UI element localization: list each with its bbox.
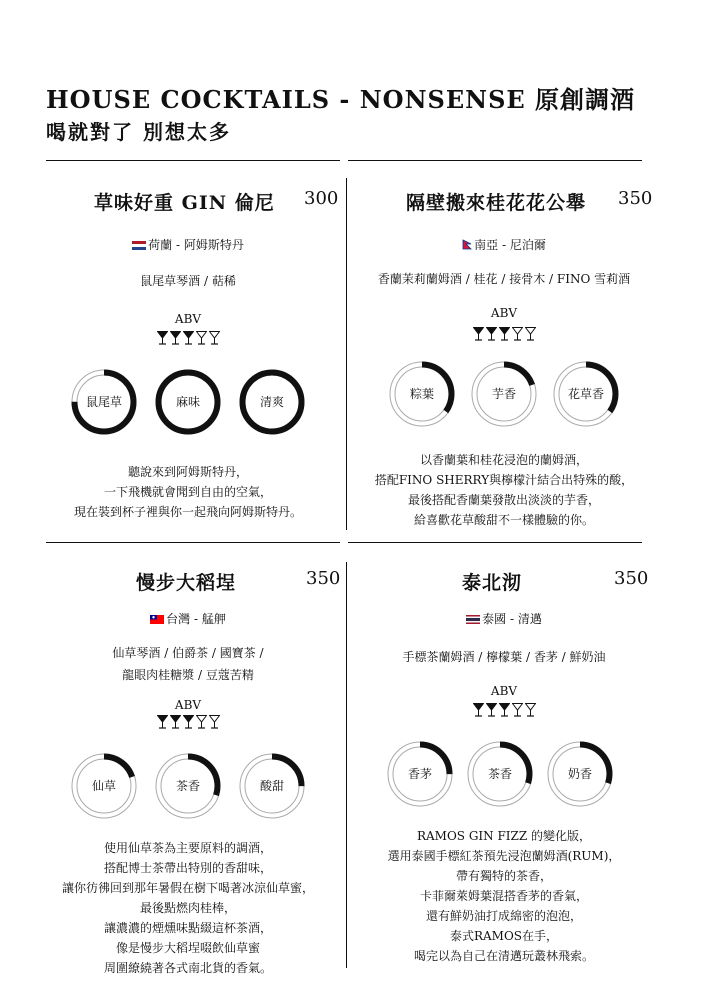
page-subtitle: 喝就對了 別想太多 [46,120,231,144]
flavor-ring [384,738,456,810]
cocktail-origin [28,610,348,627]
flavor-label: 酸甜 [259,779,284,793]
flag-icon [462,239,472,253]
ingredients [28,270,348,292]
cocktail-card [344,560,664,963]
description-line: 現在裝到杯子裡與你一起飛向阿姆斯特丹。 [73,505,302,519]
flavor-label: 香茅 [407,767,432,781]
flavor-ring [236,750,308,822]
divider-top-left [46,160,340,161]
flavor-ring [152,366,224,438]
description-line: 給喜歡花草酸甜不一樣體驗的你。 [413,513,594,527]
flavor-ring [68,750,140,822]
martini-glass-icon [157,330,168,349]
abv-rating [344,702,664,721]
cocktail-price: 300 [304,188,339,209]
cocktail-price: 350 [306,568,341,589]
description-line: 最後搭配香蘭葉發散出淡淡的芋香， [407,493,600,507]
abv-rating [28,330,348,349]
cocktail-name: 泰北沏 [462,572,523,594]
martini-glass-icon [209,714,220,733]
description-line: 搭配FINO SHERRY與檸檬汁結合出特殊的酸， [374,473,634,487]
cocktail-origin [344,610,664,627]
description-line: 像是慢步大稻埕啜飲仙草蜜 [115,941,260,955]
flavor-ring [68,366,140,438]
martini-glass-icon [183,330,194,349]
description-line: 喝完以為自己在清邁玩叢林飛索。 [413,949,594,963]
ingredients [344,646,664,668]
martini-glass-icon [473,326,484,345]
cocktail-description [344,826,664,966]
origin-text: 南亞 - 尼泊爾 [474,238,546,252]
flag-icon [466,613,480,627]
cocktail-origin [344,236,664,253]
flavor-label: 茶香 [487,767,512,781]
page-title: HOUSE COCKTAILS - NONSENSE 原創調酒 [46,85,636,114]
origin-text: 台灣 - 艋舺 [166,612,226,626]
flag-icon [150,613,164,627]
flavor-ring [386,358,458,430]
flavor-label: 花草香 [567,387,604,401]
description-line: 周圍繚繞著各式南北貨的香氣。 [103,961,272,975]
flavor-label: 麻味 [175,395,200,409]
ingredient-line: 鼠尾草琴酒 / 萜稀 [140,274,236,288]
description-line: RAMOS GIN FIZZ 的變化版， [416,829,592,843]
description-line: 使用仙草茶為主要原料的調酒， [103,841,272,855]
divider-top-right [348,160,642,161]
flavor-label: 清爽 [259,395,284,409]
cocktail-price: 350 [618,188,653,209]
flavor-ring [544,738,616,810]
cocktail-card [28,180,348,560]
description-line: 聽說來到阿姆斯特丹， [127,465,248,479]
flag-icon [132,239,146,253]
description-line: 讓濃濃的煙燻味點綴這杯茶酒， [103,921,272,935]
description-line: 還有鮮奶油打成綿密的泡泡， [425,909,582,923]
ingredient-line: 手標茶蘭姆酒 / 檸檬葉 / 香茅 / 鮮奶油 [402,650,606,664]
cocktail-description [344,450,664,530]
cocktail-name: 慢步大稻埕 [136,572,237,594]
ingredients [344,268,664,290]
martini-glass-icon [196,330,207,349]
abv-label: ABV [490,684,518,698]
flavor-ring [468,358,540,430]
cocktail-origin [28,236,348,253]
cocktail-card [344,180,664,560]
description-line: 最後點燃肉桂棒， [139,901,236,915]
martini-glass-icon [525,702,536,721]
martini-glass-icon [209,330,220,349]
cocktail-name: 隔壁搬來桂花花公舉 [406,192,587,214]
ingredient-line: 香蘭茉莉蘭姆酒 / 桂花 / 接骨木 / FINO 雪莉酒 [377,272,631,286]
flavor-label: 茶香 [175,779,200,793]
martini-glass-icon [512,326,523,345]
martini-glass-icon [499,326,510,345]
flavor-label: 芋香 [491,387,516,401]
martini-glass-icon [170,330,181,349]
martini-glass-icon [183,714,194,733]
cocktail-name: 草味好重 GIN 倫尼 [94,192,275,214]
cocktail-price: 350 [614,568,649,589]
abv-rating [28,714,348,733]
martini-glass-icon [157,714,168,733]
description-line: 一下飛機就會聞到自由的空氣， [103,485,272,499]
flavor-ring [236,366,308,438]
origin-text: 荷蘭 - 阿姆斯特丹 [148,238,244,252]
martini-glass-icon [486,326,497,345]
martini-glass-icon [486,702,497,721]
abv-rating [344,326,664,345]
flavor-ring [152,750,224,822]
flavor-label: 奶香 [567,767,592,781]
description-line: 帶有獨特的茶香， [455,869,552,883]
description-line: 以香蘭葉和桂花浸泡的蘭姆酒， [419,453,588,467]
description-line: 卡菲爾萊姆葉混搭香茅的香氣， [419,889,588,903]
description-line: 選用泰國手標紅茶預先浸泡蘭姆酒(RUM)， [387,849,621,863]
description-line: 讓你彷彿回到那年暑假在樹下喝著冰涼仙草蜜， [61,881,314,895]
abv-label: ABV [174,312,202,326]
flavor-label: 粽葉 [409,387,434,401]
martini-glass-icon [473,702,484,721]
flavor-label: 仙草 [91,779,116,793]
abv-label: ABV [490,306,518,320]
ingredients [28,642,348,686]
description-line: 搭配博士茶帶出特別的香甜味， [103,861,272,875]
flavor-ring [550,358,622,430]
origin-text: 泰國 - 清邁 [482,612,542,626]
martini-glass-icon [525,326,536,345]
martini-glass-icon [512,702,523,721]
flavor-label: 鼠尾草 [85,395,122,409]
martini-glass-icon [499,702,510,721]
ingredient-line: 仙草琴酒 / 伯爵茶 / 國寶茶 / [112,646,264,660]
description-line: 泰式RAMOS在手， [449,929,559,943]
abv-label: ABV [174,698,202,712]
ingredient-line: 龍眼肉桂糖漿 / 豆蔻苦精 [122,668,254,682]
cocktail-description [28,462,348,522]
martini-glass-icon [196,714,207,733]
cocktail-card [28,560,348,975]
cocktail-description [28,838,348,978]
martini-glass-icon [170,714,181,733]
flavor-ring [464,738,536,810]
